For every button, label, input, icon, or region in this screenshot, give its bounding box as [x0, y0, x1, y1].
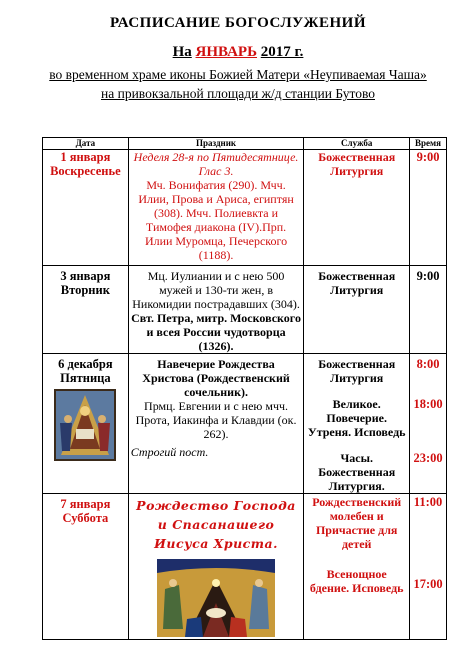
date-weekday: Суббота	[62, 511, 109, 525]
service-time-3: 23:00	[413, 451, 443, 465]
month-line	[0, 44, 476, 61]
nativity-eve-icon	[54, 389, 116, 461]
feast-cell	[128, 150, 304, 266]
service-cell	[304, 266, 410, 354]
date-cell	[43, 150, 129, 266]
nativity-icon	[157, 559, 275, 637]
service-moleben: Рождественский молебен и Причастие для детей	[312, 495, 402, 551]
header-date: Дата	[43, 138, 129, 150]
service-time-2: 18:00	[413, 397, 443, 411]
service-cell	[304, 494, 410, 640]
feast-martyrs: Мц. Иулиании и с нею 500 мужей и 130-ти жен, в Никомидии пострадавших (304).	[132, 269, 300, 311]
feast-nativity: Рождество Господа и Спасанашего Иисуса Христа.	[136, 498, 296, 551]
service-name: Божественная Литургия	[318, 269, 396, 297]
subtitle-location: на привокзальной площади ж/д станции Бутово	[101, 86, 375, 101]
service-time-1: 11:00	[413, 495, 443, 509]
date-cell	[43, 494, 129, 640]
service-compline: Великое. Повечерие. Утреня. Исповедь	[307, 397, 406, 439]
feast-cell	[128, 494, 304, 640]
feast-week: Неделя 28-я по Пятидесятнице. Глас 3.	[133, 150, 299, 178]
month-prefix: На	[172, 44, 192, 60]
feast-fast-note: Строгий пост.	[130, 445, 209, 459]
feast-saint-peter: Свт. Петра, митр. Московского и всея России чудотворца (1326).	[131, 311, 301, 353]
month-name: ЯНВАРЬ	[195, 44, 258, 60]
date-weekday: Пятница	[60, 371, 111, 385]
service-time: 9:00	[416, 150, 440, 164]
schedule-table	[42, 137, 447, 640]
date-day: 7 января	[60, 497, 111, 511]
date-day: 1 января	[60, 150, 111, 164]
date-day: 6 декабря	[58, 357, 113, 371]
time-cell	[410, 354, 447, 494]
month-year: 2017 г.	[260, 44, 304, 60]
service-name: Божественная Литургия	[318, 150, 396, 178]
date-weekday: Воскресенье	[50, 164, 121, 178]
date-cell	[43, 354, 129, 494]
header-service: Служба	[304, 138, 410, 150]
feast-saints: Мч. Вонифатия (290). Мчч. Илии, Прова и Ариса, египтян (308). Мчч. Полиевкта и Тимофея диакона (IV).Прп. Илии Муромца, Печерского (1188).	[138, 178, 294, 262]
date-day: 3 января	[60, 269, 111, 283]
service-hours: Часы. Божественная Литургия.	[318, 451, 396, 493]
service-vigil: Всенощное бдение. Исповедь	[309, 567, 404, 595]
table-row	[43, 266, 447, 354]
time-cell	[410, 266, 447, 354]
table-row	[43, 150, 447, 266]
header-feast: Праздник	[128, 138, 304, 150]
service-time: 9:00	[416, 269, 440, 283]
date-cell	[43, 266, 129, 354]
header-time: Время	[410, 138, 447, 150]
time-cell	[410, 150, 447, 266]
feast-cell	[128, 354, 304, 494]
time-cell	[410, 494, 447, 640]
subtitle-church: во временном храме иконы Божией Матери «Неупиваемая Чаша»	[49, 67, 427, 82]
table-header-row	[43, 138, 447, 150]
service-liturgy: Божественная Литургия	[318, 357, 396, 385]
service-cell	[304, 354, 410, 494]
table-row	[43, 354, 447, 494]
service-time-1: 8:00	[416, 357, 440, 371]
feast-nativity-eve: Навечерие Рождества Христова (Рождественский сочельник).	[142, 357, 290, 399]
table-row	[43, 494, 447, 640]
service-cell	[304, 150, 410, 266]
page-title: РАСПИСАНИЕ БОГОСЛУЖЕНИЙ	[110, 15, 366, 31]
service-time-2: 17:00	[413, 577, 443, 591]
feast-martyrs: Прмц. Евгении и с нею мчч. Прота, Иакинфа и Клавдии (ок. 262).	[135, 399, 297, 441]
feast-cell	[128, 266, 304, 354]
date-weekday: Вторник	[60, 283, 110, 297]
